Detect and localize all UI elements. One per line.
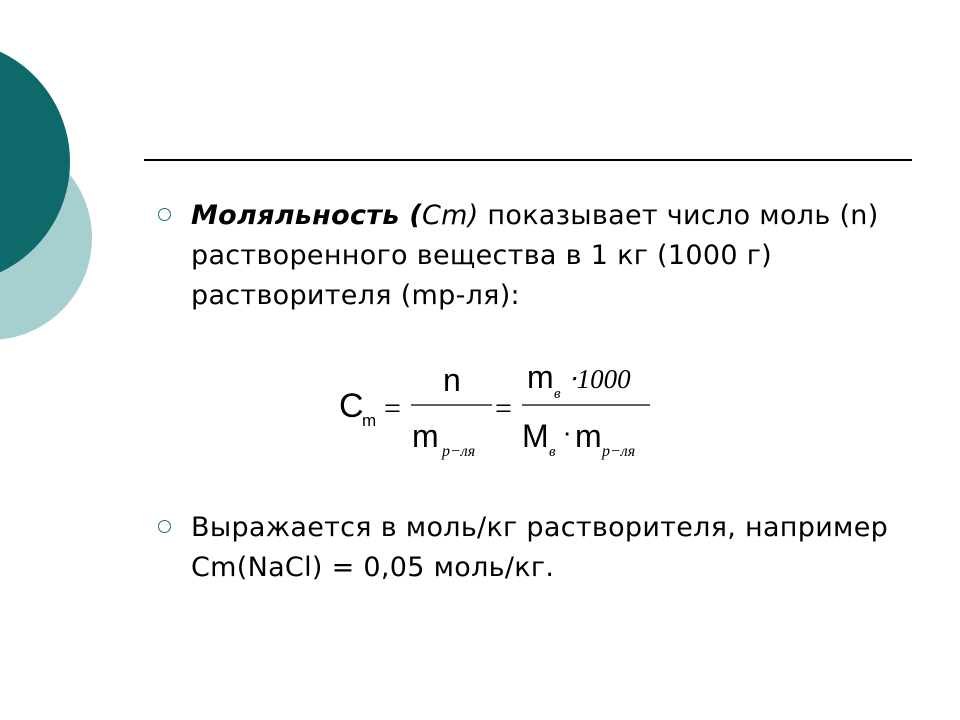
formula-equals-2: =	[495, 392, 512, 425]
fraction2-numerator-factor: ⋅1000	[568, 364, 631, 394]
fraction2-numerator-subscript: в	[554, 386, 561, 402]
bullet-ring-icon	[158, 208, 171, 221]
formula-lhs-subscript: m	[362, 411, 377, 430]
fraction1-numerator: n	[443, 362, 461, 398]
formula-lhs: C	[339, 387, 364, 425]
title-divider	[144, 159, 912, 161]
formula-equals-1: =	[384, 392, 401, 425]
fraction2-denominator-subscript-2: р−ля	[602, 443, 636, 460]
term-molality: Моляльность (	[191, 200, 422, 231]
fraction2-numerator: m	[527, 359, 554, 395]
definition-text: показывает число моль (n) растворенного вещества в 1 кг (1000 г) растворителя (mр-ля):	[191, 200, 879, 311]
fraction2-denominator-dot: ⋅	[563, 420, 572, 449]
bullet-text	[191, 196, 891, 316]
fraction2-denominator-mass: m	[575, 418, 602, 454]
decorative-circles	[0, 0, 140, 400]
fraction1-denominator: m	[412, 418, 439, 454]
molality-formula	[320, 355, 660, 465]
fraction2-denominator-molar-mass: M	[522, 418, 549, 454]
bullet-text: Выражается в моль/кг растворителя, например Cm(NaCl) = 0,05 моль/кг.	[191, 512, 889, 583]
fraction2-denominator-subscript-1: в	[549, 444, 556, 460]
bullet-ring-icon	[158, 520, 171, 533]
term-symbol: Cm)	[421, 200, 479, 231]
fraction1-denominator-subscript: р−ля	[442, 443, 476, 460]
